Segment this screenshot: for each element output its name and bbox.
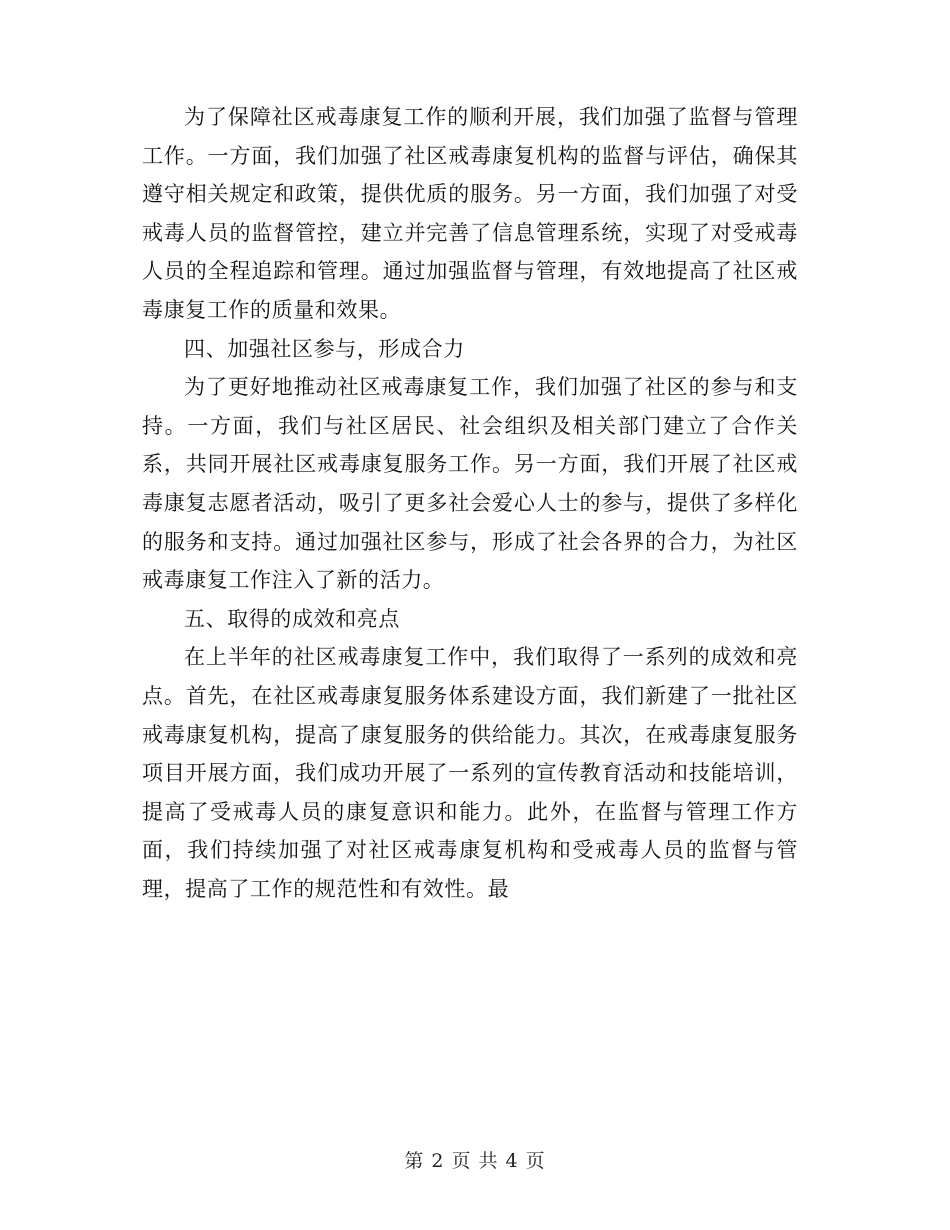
section-heading-four: 四、加强社区参与，形成合力 [184,336,465,361]
page-number-footer: 第 2 页 共 4 页 [404,1150,546,1172]
paragraph-supervision: 为了保障社区戒毒康复工作的顺利开展，我们加强了监督与管理工作。一方面，我们加强了社区戒毒康复机构的监督与评估，确保其遵守相关规定和政策，提供优质的服务。另一方面，我们加强了对受戒毒人员的监督管控，建立并完善了信息管理系统，实现了对受戒毒人员的全程追踪和管理。通过加强监督与管理，有效地提高了社区戒毒康复工作的质量和效果。 [142,105,798,322]
paragraph-community-participation: 为了更好地推动社区戒毒康复工作，我们加强了社区的参与和支持。一方面，我们与社区居民、社会组织及相关部门建立了合作关系，共同开展社区戒毒康复服务工作。另一方面，我们开展了社区戒毒康复志愿者活动，吸引了更多社会爱心人士的参与，提供了多样化的服务和支持。通过加强社区参与，形成了社会各界的合力，为社区戒毒康复工作注入了新的活力。 [142,375,798,593]
paragraph-achievements: 在上半年的社区戒毒康复工作中，我们取得了一系列的成效和亮点。首先，在社区戒毒康复服务体系建设方面，我们新建了一批社区戒毒康复机构，提高了康复服务的供给能力。其次，在戒毒康复服务项目开展方面，我们成功开展了一系列的宣传教育活动和技能培训，提高了受戒毒人员的康复意识和能力。此外，在监督与管理工作方面，我们持续加强了对社区戒毒康复机构和受戒毒人员的监督与管理，提高了工作的规范性和有效性。最 [142,645,798,901]
section-heading-five: 五、取得的成效和亮点 [184,606,400,631]
document-body [142,98,798,908]
